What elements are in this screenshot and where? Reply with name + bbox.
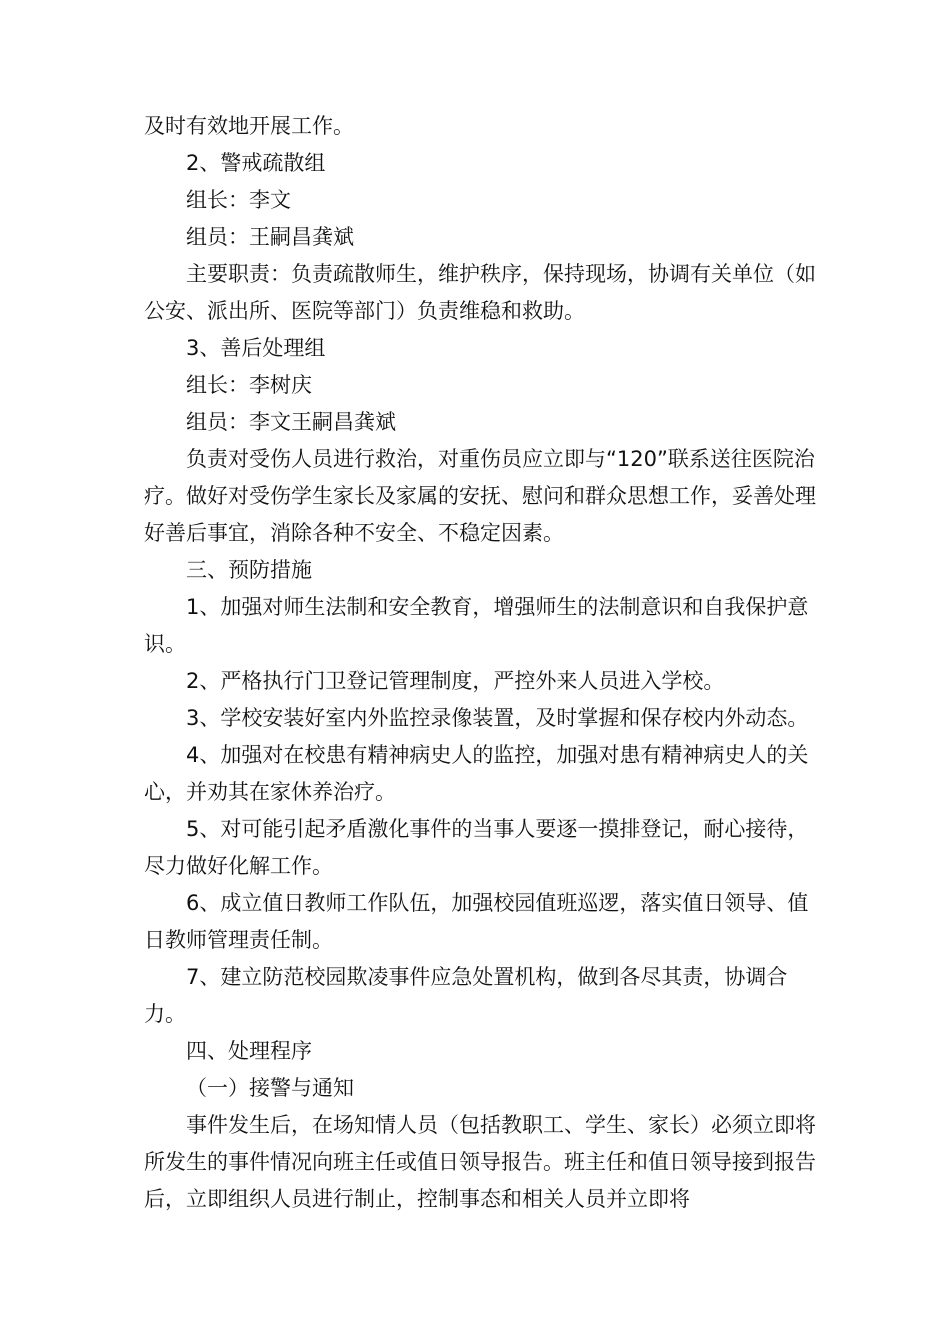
paragraph: 事件发生后，在场知情人员（包括教职工、学生、家长）必须立即将所发生的事件情况向班主任或值日领导报告。班主任和值日领导接到报告后，立即组织人员进行制止，控制事态和相关人员并立即将: [144, 1113, 816, 1211]
list-item: 2、严格执行门卫登记管理制度，严控外来人员进入学校。: [186, 669, 725, 693]
list-item: 4、加强对在校患有精神病史人的监控，加强对患有精神病史人的关心，并劝其在家休养治疗。: [144, 743, 809, 804]
list-item: 3、学校安装好室内外监控录像装置，及时掌握和保存校内外动态。: [186, 706, 809, 730]
list-item: 1、加强对师生法制和安全教育，增强师生的法制意识和自我保护意识。: [144, 595, 809, 656]
document-body: [144, 108, 824, 1218]
list-item: 7、建立防范校园欺凌事件应急处置机构，做到各尽其责，协调合力。: [144, 965, 788, 1026]
paragraph: 组长：李树庆: [186, 373, 312, 397]
paragraph: 负责对受伤人员进行救治，对重伤员应立即与“120”联系送往医院治疗。做好对受伤学生家长及家属的安抚、慰问和群众思想工作，妥善处理好善后事宜，消除各种不安全、不稳定因素。: [144, 447, 816, 545]
subsection-heading: （一）接警与通知: [186, 1076, 354, 1100]
heading-group-3: 3、善后处理组: [186, 336, 326, 360]
heading-group-2: 2、警戒疏散组: [186, 151, 326, 175]
section-heading-prevention: 三、预防措施: [186, 558, 312, 582]
paragraph: 组员：李文王嗣昌龚斌: [186, 410, 396, 434]
paragraph: 主要职责：负责疏散师生，维护秩序，保持现场，协调有关单位（如公安、派出所、医院等部门）负责维稳和救助。: [144, 262, 816, 323]
list-item: 5、对可能引起矛盾激化事件的当事人要逐一摸排登记，耐心接待，尽力做好化解工作。: [144, 817, 809, 878]
paragraph: 组员：王嗣昌龚斌: [186, 225, 354, 249]
paragraph: 组长：李文: [186, 188, 291, 212]
list-item: 6、成立值日教师工作队伍，加强校园值班巡逻，落实值日领导、值日教师管理责任制。: [144, 891, 809, 952]
paragraph: 及时有效地开展工作。: [144, 114, 354, 138]
section-heading-procedure: 四、处理程序: [186, 1039, 312, 1063]
